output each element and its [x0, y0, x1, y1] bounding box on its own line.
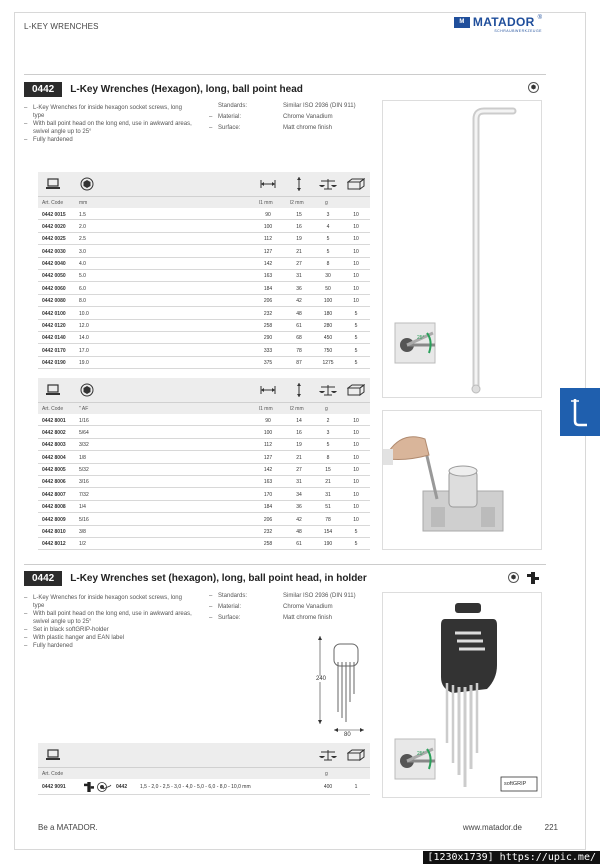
cell-qty: 5: [354, 335, 358, 342]
cell-l1: 142: [263, 261, 273, 268]
col-header-weight: g: [325, 200, 328, 206]
cell-l2: 14: [296, 417, 302, 424]
col-header-l2: l2 mm: [290, 406, 304, 412]
cell-weight: 450: [323, 335, 333, 342]
laptop-icon: [44, 382, 62, 398]
cell-size: 17.0: [79, 347, 89, 354]
bullet-item: – Set in black softGRIP-holder: [24, 626, 194, 634]
cell-qty: 10: [353, 236, 359, 243]
cell-l2: 42: [296, 516, 302, 523]
table-row: [38, 513, 370, 525]
cell-l1: 232: [263, 529, 273, 536]
cell-size: 1/8: [79, 454, 86, 461]
cell-weight: 15: [325, 467, 331, 474]
cell-l1: 258: [263, 541, 273, 548]
cell-l2: 16: [296, 223, 302, 230]
col-header-l1: l1 mm: [259, 406, 273, 412]
cell-size: 3/16: [79, 479, 89, 486]
table-row: [38, 344, 370, 356]
spec-label: – Material:: [209, 602, 283, 613]
cell-qty: 10: [353, 273, 359, 280]
bullet-item: – With ball point head on the long end, use in awkward areas, swivel angle up to 25°: [24, 610, 194, 626]
divider: [24, 74, 546, 75]
cell-l1: 184: [263, 285, 273, 292]
table-label-header: [38, 196, 370, 208]
cell-code: 0442 8009: [42, 516, 66, 523]
table-label-header: [38, 767, 370, 779]
table-row: [38, 270, 370, 282]
package-box-icon: [347, 747, 365, 763]
table-row: [38, 414, 370, 426]
cell-size: 5/16: [79, 516, 89, 523]
dim-height-label: 240: [316, 676, 327, 682]
cell-weight: 2: [326, 417, 330, 424]
col-header-weight: g: [325, 406, 328, 412]
col-header-code: Art. Code: [42, 200, 64, 206]
cell-size: 14.0: [79, 335, 89, 342]
section1-title: L-Key Wrenches (Hexagon), long, ball point head: [70, 84, 303, 95]
footer-slogan: Be a MATADOR.: [38, 823, 98, 832]
brand-name: MATADOR: [472, 15, 535, 29]
cell-code: 0442 8010: [42, 529, 66, 536]
col-header-l2: l2 mm: [290, 200, 304, 206]
bullet-item: – L-Key Wrenches for inside hexagon socket screws, long type: [24, 104, 194, 120]
angle-label: 25°: [417, 751, 425, 757]
cell-weight: 3: [326, 429, 330, 436]
cell-code: 0442 0100: [42, 310, 66, 317]
cell-l1: 142: [263, 467, 273, 474]
product-image-wrench: [382, 100, 542, 398]
cell-qty: 10: [353, 491, 359, 498]
section2-specs: [209, 591, 356, 624]
cell-qty: 10: [353, 429, 359, 436]
cell-l1: 375: [263, 360, 273, 367]
spec-label: – Standards:: [209, 591, 283, 602]
table-icon-header: [38, 172, 370, 196]
cell-weight: 280: [323, 323, 333, 330]
spec-value: Similar ISO 2936 (DIN 911): [283, 103, 356, 109]
table-body: [38, 208, 370, 369]
cell-l2: 61: [296, 323, 302, 330]
cell-code: 0442 8002: [42, 429, 66, 436]
cell-size: 7/32: [79, 491, 89, 498]
cell-l1: 163: [263, 479, 273, 486]
cell-l1: 163: [263, 273, 273, 280]
cell-size: 1.5: [79, 211, 86, 218]
table-label-header: [38, 402, 370, 414]
cell-l2: 61: [296, 541, 302, 548]
laptop-icon: [44, 176, 62, 192]
package-box-icon: [347, 382, 365, 398]
cell-qty: 10: [353, 417, 359, 424]
cell-weight: 190: [323, 541, 333, 548]
cell-l2: 34: [296, 491, 302, 498]
cell-l1: 90: [265, 417, 271, 424]
cell-l1: 127: [263, 454, 273, 461]
cell-size: 5/64: [79, 429, 89, 436]
col-header-l1: l1 mm: [259, 200, 273, 206]
cell-weight: 750: [323, 347, 333, 354]
table-row: [38, 357, 370, 369]
cell-l1: 170: [263, 491, 273, 498]
cell-code: 0442 9091: [42, 784, 66, 790]
hex-size-icon: [78, 176, 96, 192]
chapter-tab[interactable]: [560, 388, 600, 436]
cell-qty: 5: [354, 323, 358, 330]
cell-size: 1/16: [79, 417, 89, 424]
table-row: [38, 488, 370, 500]
section2-title: L-Key Wrenches set (hexagon), long, ball point head, in holder: [70, 573, 367, 584]
usage-photo: [382, 410, 542, 550]
cell-qty: 10: [353, 442, 359, 449]
cell-weight: 180: [323, 310, 333, 317]
table-icon-header: [38, 743, 370, 767]
cell-size: 3/32: [79, 442, 89, 449]
cell-weight: 154: [323, 529, 333, 536]
cell-code: 0442 0040: [42, 261, 66, 268]
cell-l2: 16: [296, 429, 302, 436]
cell-code: 0442 0190: [42, 360, 66, 367]
section1-header: [24, 82, 303, 97]
table-row: [38, 245, 370, 257]
cell-qty: 5: [354, 360, 358, 367]
table-body: [38, 414, 370, 550]
cell-size: 3.0: [79, 248, 86, 255]
table-row: [38, 233, 370, 245]
usage-illustration: [383, 411, 543, 551]
cell-size: 2.5: [79, 236, 86, 243]
col-header-code: Art. Code: [42, 406, 64, 412]
cell-l2: 87: [296, 360, 302, 367]
cell-l2: 21: [296, 454, 302, 461]
product-image-set: [382, 592, 542, 798]
spec-label: – Surface:: [209, 123, 283, 134]
cell-l1: 206: [263, 516, 273, 523]
spec-value: Chrome Vanadium: [283, 604, 333, 610]
length-l1-icon: [259, 382, 277, 398]
cell-size: 2.0: [79, 223, 86, 230]
cell-weight: 30: [325, 273, 331, 280]
cell-l1: 184: [263, 504, 273, 511]
cell-code: 0442 0140: [42, 335, 66, 342]
swivel-angle-badge: [395, 739, 435, 779]
cell-code: 0442 0050: [42, 273, 66, 280]
cell-l2: 27: [296, 467, 302, 474]
table-row: [38, 526, 370, 538]
length-l2-icon: [290, 382, 308, 398]
cell-qty: 5: [354, 529, 358, 536]
dimension-drawing: [312, 632, 374, 742]
page-number: 221: [544, 823, 558, 832]
cell-qty: 10: [353, 211, 359, 218]
bullet-item: – L-Key Wrenches for inside hexagon socket screws, long type: [24, 594, 194, 610]
cell-l2: 78: [296, 347, 302, 354]
cell-weight: 21: [325, 479, 331, 486]
table-row: [38, 208, 370, 220]
table-icon-header: [38, 378, 370, 402]
cell-weight: 5: [326, 236, 330, 243]
cell-code: 0442 0025: [42, 236, 66, 243]
set-table: [38, 743, 370, 795]
cell-qty: 10: [353, 285, 359, 292]
cell-l1: 90: [265, 211, 271, 218]
cell-l2: 48: [296, 310, 302, 317]
cell-size: 19.0: [79, 360, 89, 367]
table-row: [38, 307, 370, 319]
cell-weight: 4: [326, 223, 330, 230]
col-header-size: " AF: [79, 406, 89, 412]
l-key-wrench-illustration: [383, 101, 543, 399]
brand-reg: ®: [537, 15, 542, 21]
cell-l1: 333: [263, 347, 273, 354]
spec-value: Chrome Vanadium: [283, 114, 333, 120]
cell-weight: 31: [325, 491, 331, 498]
cell-l2: 27: [296, 261, 302, 268]
cell-l2: 15: [296, 211, 302, 218]
cell-l2: 36: [296, 504, 302, 511]
softgrip-label: softGRIP: [504, 781, 527, 787]
section2-header: [24, 571, 367, 586]
col-header-code: Art. Code: [42, 771, 64, 777]
cell-l1: 290: [263, 335, 273, 342]
cell-weight: 400: [323, 784, 333, 790]
angle-label: 25°: [417, 335, 425, 341]
hex-socket-icon: ⬢: [528, 82, 539, 93]
section2-code: 0442: [24, 571, 62, 586]
cell-qty: 5: [354, 541, 358, 548]
cell-l2: 21: [296, 248, 302, 255]
logo-mark-icon: M: [454, 17, 470, 28]
cell-qty: 10: [353, 248, 359, 255]
cell-size: 4.0: [79, 261, 86, 268]
table-row: [38, 320, 370, 332]
brand-subtitle: SCHRAUBWERKZEUGE: [494, 29, 542, 33]
product-table-metric: [38, 172, 370, 369]
table-row: [38, 464, 370, 476]
cell-size: 8.0: [79, 298, 86, 305]
bullet-item: – Fully hardened: [24, 136, 194, 144]
cell-code: 0442 8008: [42, 504, 66, 511]
table-row: [38, 220, 370, 232]
cell-qty: 10: [353, 298, 359, 305]
wrench-set-illustration: [383, 593, 543, 799]
cell-code: 0442 8007: [42, 491, 66, 498]
cell-l1: 112: [264, 442, 272, 449]
cell-l1: 232: [263, 310, 273, 317]
cell-code: 0442 0015: [42, 211, 66, 218]
col-header-size: mm: [79, 200, 88, 206]
cell-l1: 258: [263, 323, 273, 330]
cell-weight: 8: [326, 261, 330, 268]
cell-weight: 100: [323, 298, 333, 305]
cell-l1: 112: [264, 236, 272, 243]
cell-qty: 10: [353, 261, 359, 268]
divider: [24, 564, 546, 565]
table-row: [38, 779, 370, 795]
category-label: L-KEY WRENCHES: [24, 22, 99, 31]
table-row: [38, 332, 370, 344]
dim-width-label: 80: [344, 732, 351, 738]
cell-size: 1/4: [79, 504, 86, 511]
cell-code: 0442 8003: [42, 442, 66, 449]
cell-l2: 42: [296, 298, 302, 305]
l-key-tab-icon: [569, 397, 591, 427]
cell-code: 0442 8004: [42, 454, 66, 461]
cell-code: 0442 8012: [42, 541, 66, 548]
cell-qty: 10: [353, 223, 359, 230]
cell-size: 12.0: [79, 323, 89, 330]
hex-socket-icon: ⬢: [508, 572, 519, 583]
cell-qty: 5: [354, 310, 358, 317]
section1-bullets: [24, 104, 194, 144]
watermark-bar: [1230x1739] https://upic.me/: [423, 851, 600, 864]
hex-size-icon: [78, 382, 96, 398]
length-l1-icon: [259, 176, 277, 192]
brand-logo: [454, 15, 542, 33]
table-row: [38, 258, 370, 270]
scale-weight-icon: [319, 382, 337, 398]
holder-icon: [84, 782, 94, 794]
package-box-icon: [347, 176, 365, 192]
cell-weight: 1275: [322, 360, 334, 367]
cell-weight: 51: [325, 504, 331, 511]
cell-weight: 78: [325, 516, 331, 523]
cell-weight: 5: [326, 442, 330, 449]
bullet-item: – Fully hardened: [24, 642, 194, 650]
product-table-inch: [38, 378, 370, 550]
cell-qty: 1: [354, 784, 358, 790]
cell-size: 6.0: [79, 285, 86, 292]
table-row: [38, 451, 370, 463]
scale-weight-icon: [319, 176, 337, 192]
swivel-angle-badge: [395, 323, 435, 363]
footer-url[interactable]: www.matador.de: [462, 823, 522, 832]
cell-code: 0442 0020: [42, 223, 66, 230]
cell-code: 0442 0060: [42, 285, 66, 292]
spec-value: Similar ISO 2936 (DIN 911): [283, 593, 356, 599]
table-row: [38, 538, 370, 550]
cell-l1: 206: [263, 298, 273, 305]
cell-code: 0442 8006: [42, 479, 66, 486]
cell-code: 0442 0080: [42, 298, 66, 305]
table-row: [38, 501, 370, 513]
spec-label: – Material:: [209, 112, 283, 123]
cell-l1: 127: [263, 248, 273, 255]
cell-weight: 3: [326, 211, 330, 218]
cell-size: 10.0: [79, 310, 89, 317]
cell-sizes: 1,5 - 2,0 - 2,5 - 3,0 - 4,0 - 5,0 - 6,0 - 8,0 - 10,0 mm: [140, 784, 251, 790]
cell-ref: 0442: [116, 784, 128, 790]
cell-qty: 10: [353, 504, 359, 511]
table-row: [38, 426, 370, 438]
cell-l2: 19: [296, 236, 302, 243]
cell-l2: 68: [296, 335, 302, 342]
col-header-weight: g: [325, 771, 328, 777]
laptop-icon: [44, 747, 62, 763]
bullet-item: – With plastic hanger and EAN label: [24, 634, 194, 642]
cell-l2: 31: [296, 479, 302, 486]
cell-weight: 5: [326, 248, 330, 255]
table-row: [38, 439, 370, 451]
table-row: [38, 295, 370, 307]
cell-weight: 50: [325, 285, 331, 292]
scale-weight-icon: [319, 747, 337, 763]
cell-l1: 100: [263, 223, 273, 230]
cell-size: 5.0: [79, 273, 86, 280]
length-l2-icon: [290, 176, 308, 192]
cell-qty: 5: [354, 347, 358, 354]
cell-code: 0442 0170: [42, 347, 66, 354]
spec-label: – Surface:: [209, 613, 283, 624]
wrench-sketch-icon: [102, 784, 112, 792]
cell-weight: 8: [326, 454, 330, 461]
cell-l2: 48: [296, 529, 302, 536]
cell-qty: 10: [353, 516, 359, 523]
holder-hanger-icon: [527, 571, 539, 583]
bullet-item: – With ball point head on the long end, use in awkward areas, swivel angle up to 25°: [24, 120, 194, 136]
cell-l2: 36: [296, 285, 302, 292]
cell-size: 3/8: [79, 529, 86, 536]
cell-code: 0442 0030: [42, 248, 66, 255]
section2-bullets: [24, 594, 194, 650]
cell-size: 5/32: [79, 467, 89, 474]
cell-l1: 100: [263, 429, 273, 436]
cell-code: 0442 8005: [42, 467, 66, 474]
cell-size: 1/2: [79, 541, 86, 548]
cell-l2: 31: [296, 273, 302, 280]
table-row: [38, 282, 370, 294]
section1-code: 0442: [24, 82, 62, 97]
spec-value: Matt chrome finish: [283, 615, 333, 621]
cell-l2: 19: [296, 442, 302, 449]
section1-specs: [209, 101, 356, 134]
table-row: [38, 476, 370, 488]
cell-qty: 10: [353, 467, 359, 474]
cell-qty: 10: [353, 479, 359, 486]
spec-value: Matt chrome finish: [283, 125, 333, 131]
cell-code: 0442 0120: [42, 323, 66, 330]
cell-code: 0442 8001: [42, 417, 66, 424]
cell-qty: 10: [353, 454, 359, 461]
spec-label: Standards:: [218, 103, 248, 109]
